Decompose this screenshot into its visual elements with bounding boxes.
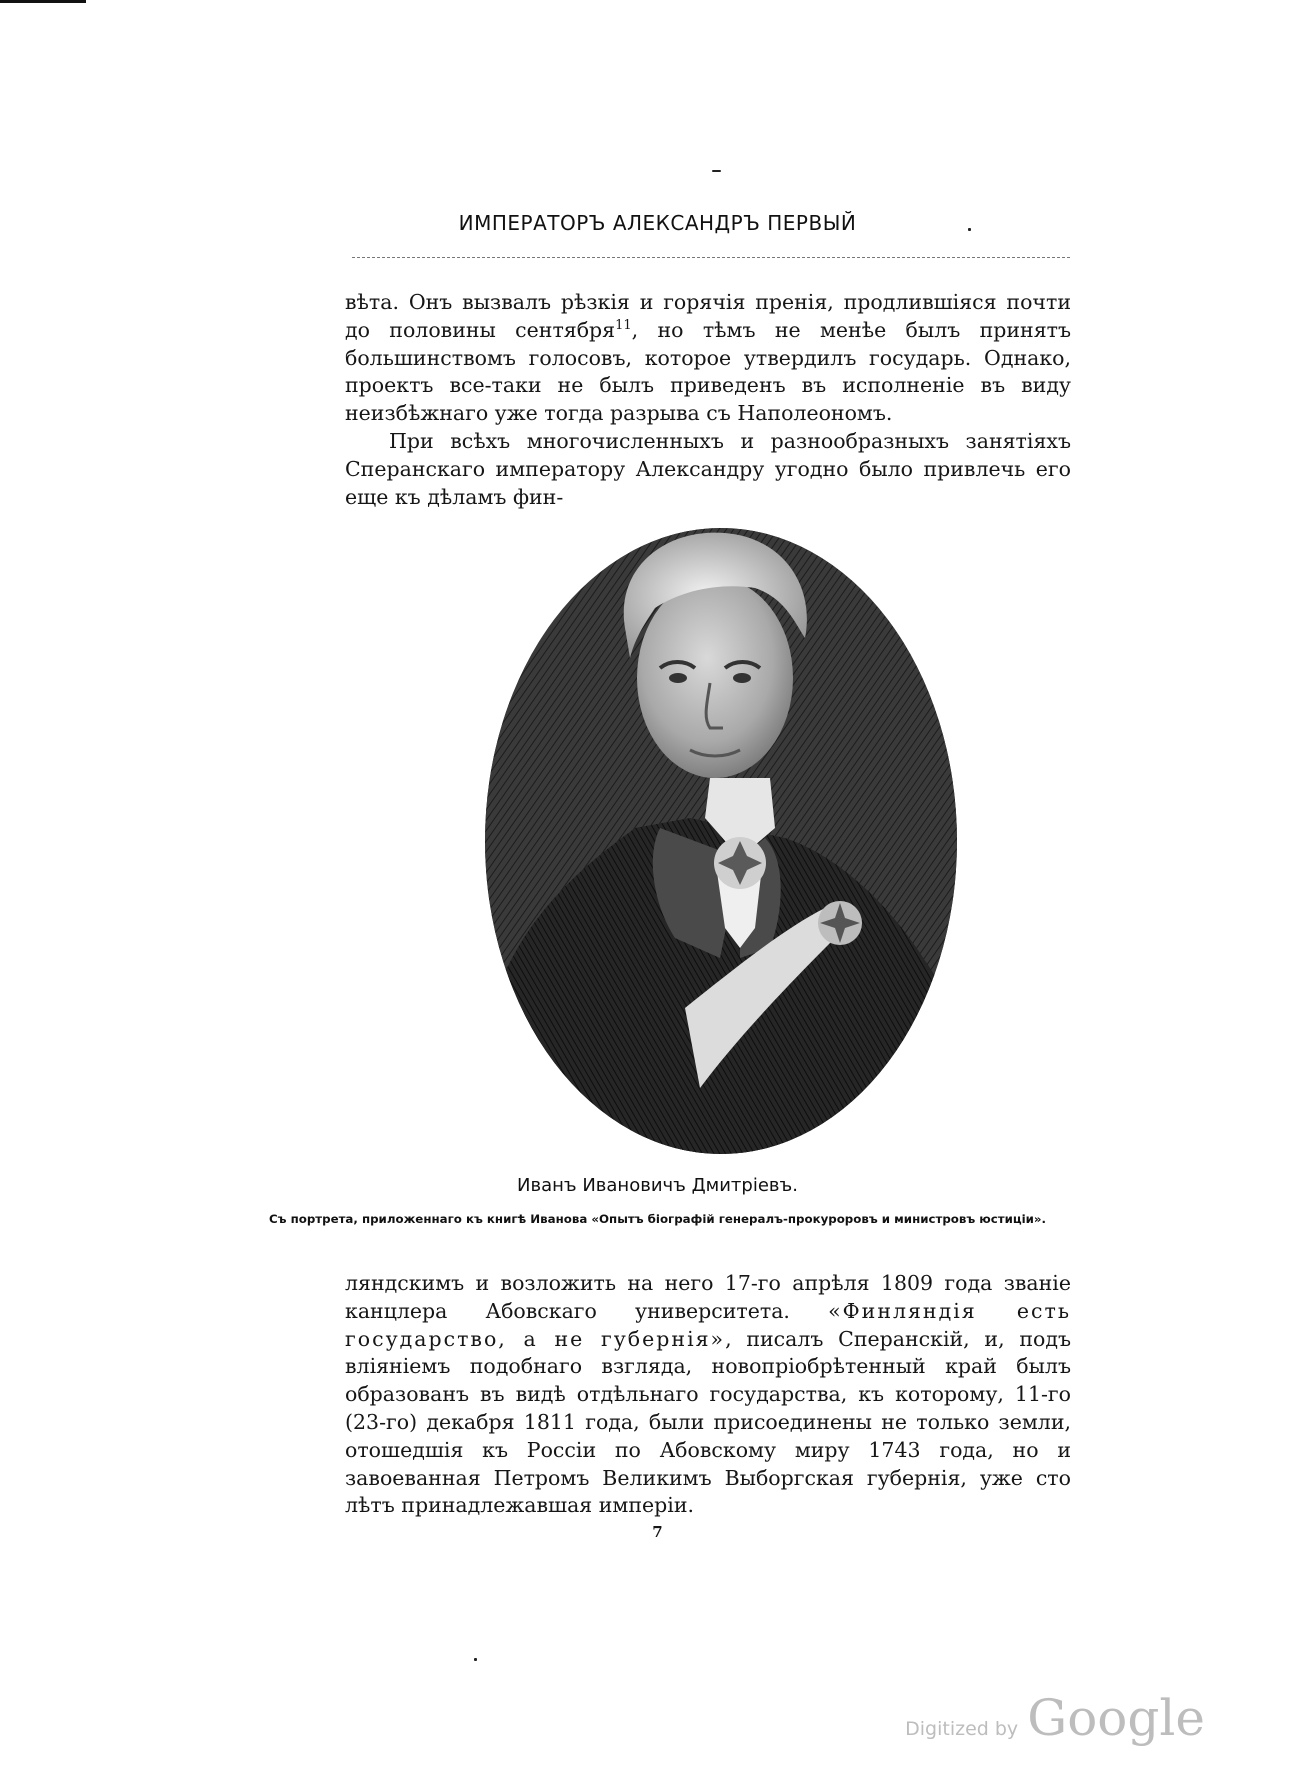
footnote-ref: 11: [615, 317, 632, 333]
paragraph-text: , писалъ Сперанскій, и, подъ вліяніемъ подобнаго взгляда, новопріобрѣтенный край былъ образованъ въ видѣ отдѣльнаго государства, къ которому, 11-го (23-го) декабря 1811 года, были присоединены не только земли, отошедшія къ Россіи по Абовскому миру 1743 года, но и завоеванная Петромъ Великимъ Выборгская губернія, уже сто лѣтъ принадлежавшая имперіи.: [345, 1326, 1071, 1518]
page-number: 7: [652, 1523, 663, 1541]
watermark-brand: Google: [1027, 1689, 1205, 1747]
paragraph-text: , но тѣмъ не менѣе былъ принятъ большинствомъ голосовъ, которое утвердилъ государь. Однако, проектъ все-таки не былъ приведенъ въ исполненіе въ виду неизбѣжнаго уже тогда разрыва съ Наполеономъ.: [345, 317, 1072, 426]
running-head: ИМПЕРАТОРЪ АЛЕКСАНДРЪ ПЕРВЫЙ: [458, 211, 857, 235]
body-text-top: [345, 289, 1071, 511]
paragraph: [345, 289, 1071, 428]
paragraph: [345, 1270, 1071, 1520]
paragraph-text: ляндскимъ и возложить на него 17-го апрѣля 1809 года званіе канцлера Абовскаго университета.: [345, 1271, 1071, 1323]
body-text-bottom: [345, 1270, 1071, 1520]
scan-speck: [712, 170, 721, 172]
engraved-portrait-image: [485, 528, 957, 1154]
paragraph-text: вѣта. Онъ вызвалъ рѣзкія и горячія пренія, продлившіяся почти до половины сентября: [345, 290, 1071, 342]
watermark-prefix: Digitized by: [905, 1718, 1019, 1740]
paragraph: При всѣхъ многочисленныхъ и разнообразныхъ занятіяхъ Сперанскаго императору Александру угодно было привлечь его еще къ дѣламъ фин-: [345, 428, 1071, 509]
portrait-caption-source: Съ портрета, приложеннаго къ книгѣ Иванова «Опытъ біографій генералъ-прокуроровъ и министровъ юстиціи».: [268, 1212, 1047, 1226]
digitized-watermark: [905, 1689, 1205, 1747]
portrait-engraving: [485, 528, 957, 1154]
scan-edge-mark: [0, 0, 86, 3]
scan-speck: [474, 1658, 477, 1661]
spaced-quote: «Финляндія есть государство, а не губернія»: [345, 1298, 1071, 1351]
portrait-caption-title: Иванъ Ивановичъ Дмитріевъ.: [517, 1175, 798, 1196]
header-rule: [352, 257, 1070, 258]
